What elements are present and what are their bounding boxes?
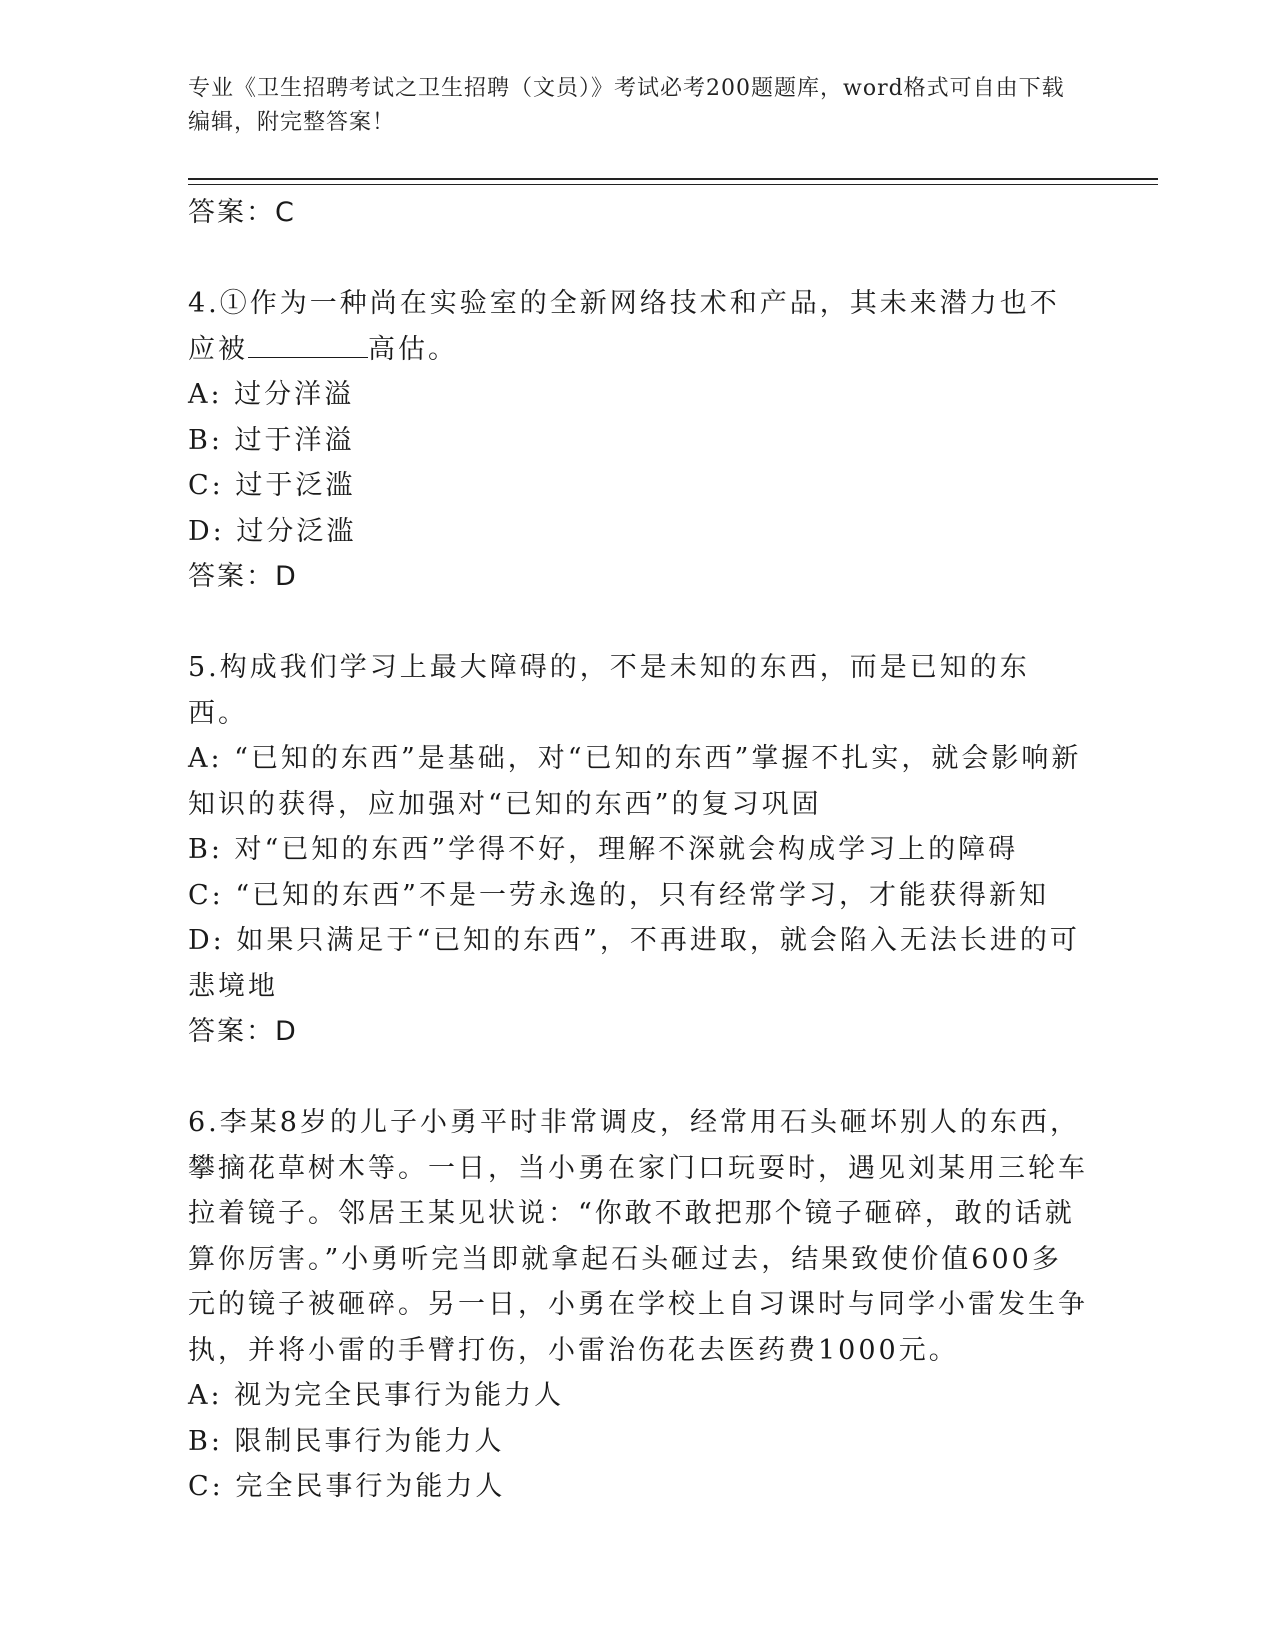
question-4-option-b: B: 过于洋溢	[188, 424, 355, 456]
question-4-stem-before: 4.①作为一种尚在实验室的全新网络技术和产品，其未来潜力也不应被	[188, 288, 1060, 365]
question-5-option-d: D: 如果只满足于“已知的东西”，不再进取，就会陷入无法长进的可悲境地	[188, 925, 1080, 1002]
spacer	[188, 1055, 1088, 1101]
question-4-option-d: D: 过分泛滥	[188, 515, 357, 547]
question-content	[188, 190, 1088, 1510]
question-4-stem	[188, 281, 1088, 372]
header-divider-thick	[188, 178, 1158, 180]
question-5-option-b: B: 对“已知的东西”学得不好，理解不深就会构成学习上的障碍	[188, 834, 1019, 865]
header-divider-thin	[188, 184, 1158, 185]
question-5-answer: 答案：D	[188, 1016, 298, 1047]
question-6-option-a: A: 视为完全民事行为能力人	[188, 1380, 565, 1411]
previous-answer: 答案：C	[188, 197, 296, 228]
question-4-stem-after: 高估。	[368, 333, 458, 365]
question-6-option-c: C: 完全民事行为能力人	[188, 1471, 506, 1502]
question-5-option-c: C: “已知的东西”不是一劳永逸的，只有经常学习，才能获得新知	[188, 879, 1049, 911]
question-5-stem: 5.构成我们学习上最大障碍的，不是未知的东西，而是已知的东西。	[188, 652, 1030, 729]
question-5-option-a: A: “已知的东西”是基础，对“已知的东西”掌握不扎实，就会影响新知识的获得，应加强对“已知的东西”的复习巩固	[188, 743, 1082, 820]
fill-in-blank	[248, 327, 368, 358]
question-6-stem: 6.李某8岁的儿子小勇平时非常调皮，经常用石头砸坏别人的东西，攀摘花草树木等。一日，当小勇在家门口玩耍时，遇见刘某用三轮车拉着镜子。邻居王某见状说：“你敢不敢把那个镜子砸碎，敢的话就算你厉害。”小勇听完当即就拿起石头砸过去，结果致使价值600多元的镜子被砸碎。另一日，小勇在学校上自习课时与同学小雷发生争执，并将小雷的手臂打伤，小雷治伤花去医药费1000元。	[188, 1107, 1088, 1366]
question-6-option-b: B: 限制民事行为能力人	[188, 1425, 505, 1457]
spacer	[188, 600, 1088, 646]
question-4-answer: 答案：D	[188, 561, 298, 592]
question-4-option-c: C: 过于泛滥	[188, 470, 356, 501]
document-header: 专业《卫生招聘考试之卫生招聘（文员）》考试必考200题题库，word格式可自由下载编辑，附完整答案！	[188, 76, 1065, 135]
question-4-option-a: A: 过分洋溢	[188, 379, 355, 410]
spacer	[188, 236, 1088, 282]
